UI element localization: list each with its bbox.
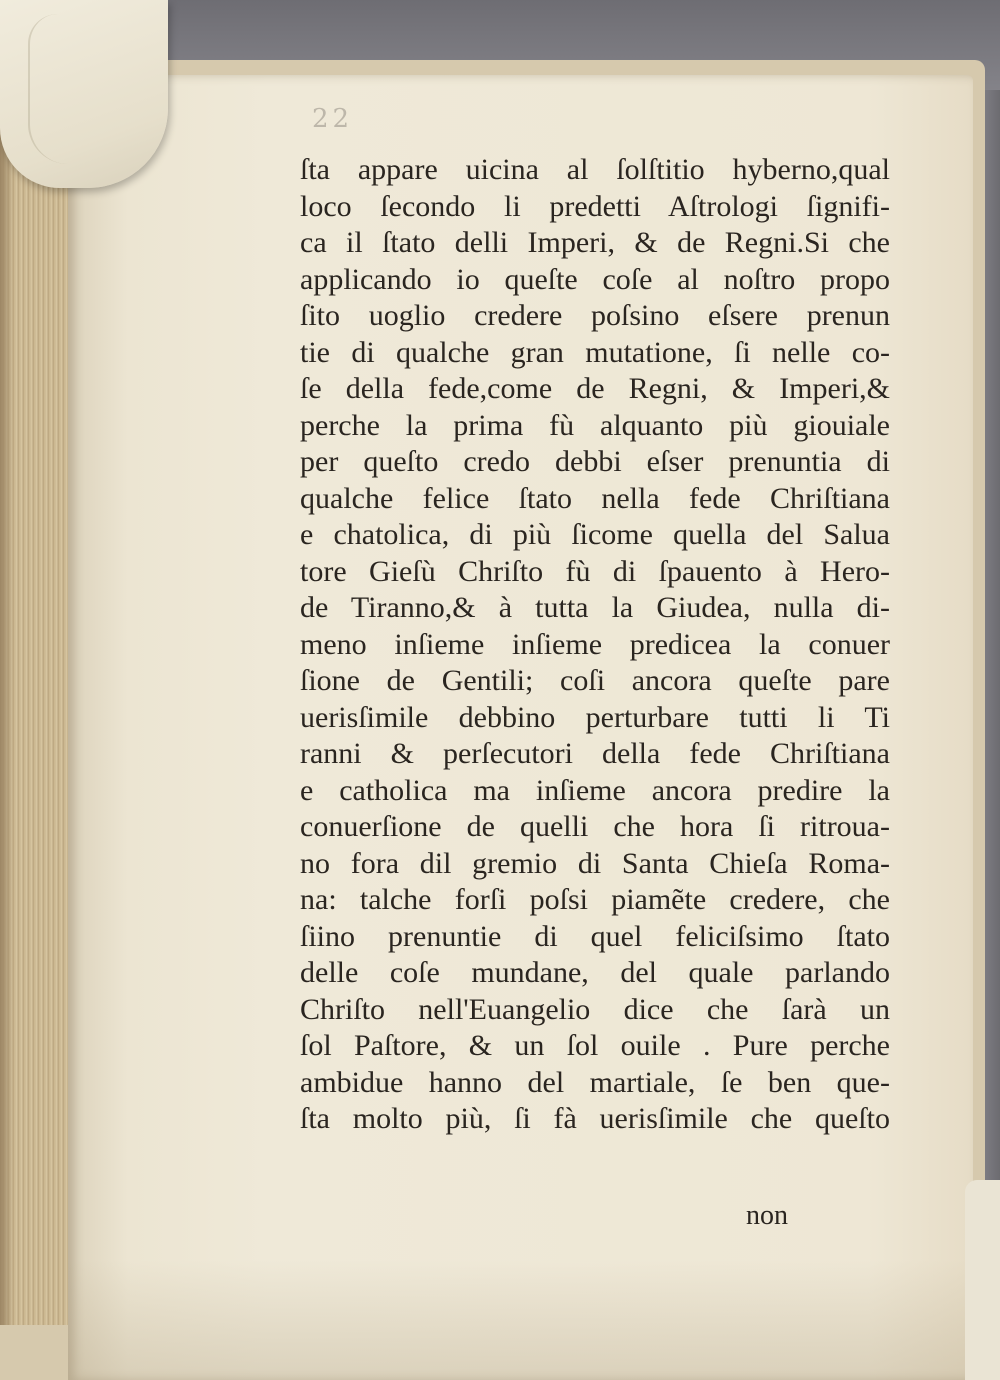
text-line: conuerſione de quelli che hora ſi ritroua-: [300, 810, 890, 843]
text-line: e catholica ma inſieme ancora predire la: [300, 773, 890, 807]
text-line: de Tiranno,& à tutta la Giudea, nulla di-: [300, 591, 890, 624]
text-line: applicando io queſte coſe al noſtro propo: [300, 262, 890, 296]
text-line: ſione de Gentili; coſi ancora queſte pare: [300, 664, 890, 697]
page-shading: [68, 1260, 973, 1380]
text-line: meno inſieme inſieme predicea la conuer: [300, 627, 890, 661]
text-line: Chriſto nell'Euangelio dice che ſarà un: [300, 992, 890, 1026]
text-line: per queſto credo debbi eſser prenuntia di: [300, 445, 890, 478]
text-line: ſta appare uicina al ſolſtitio hyberno,qual: [300, 153, 890, 186]
catchword: non: [746, 1200, 788, 1231]
text-line: tie di qualche gran mutatione, ſi nelle co-: [300, 335, 890, 369]
page-number: 22: [312, 104, 354, 134]
body-text: [300, 152, 890, 1138]
text-line: qualche felice ſtato nella fede Chriſtiana: [300, 481, 890, 515]
text-line: ſol Paſtore, & un ſol ouile . Pure perche: [300, 1029, 890, 1062]
page-edges-shadow: [0, 95, 14, 1325]
text-line: na: talche forſi poſsi piamẽte credere, che: [300, 883, 890, 916]
text-line: tore Gieſù Chriſto fù di ſpauento à Hero-: [300, 554, 890, 588]
text-line: ca il ſtato delli Imperi, & de Regni.Si che: [300, 226, 890, 259]
text-line: ſiino prenuntie di quel feliciſsimo ſtato: [300, 919, 890, 953]
text-line: ſito uoglio credere poſsino eſsere prenun: [300, 299, 890, 332]
text-line: ambidue hanno del martiale, ſe ben que-: [300, 1065, 890, 1099]
text-line: perche la prima fù alquanto più giouiale: [300, 408, 890, 442]
text-line: loco ſecondo li predetti Aſtrologi ſignifi-: [300, 189, 890, 223]
bookmark-crease: [28, 14, 100, 164]
facing-page-edge: [965, 1180, 1000, 1380]
text-line: no fora dil gremio di Santa Chieſa Roma-: [300, 846, 890, 880]
bookmark-paper-weight[interactable]: [0, 0, 168, 188]
text-line: ranni & perſecutori della fede Chriſtiana: [300, 737, 890, 770]
text-line: ſe della fede,come de Regni, & Imperi,&: [300, 372, 890, 405]
text-line: ſta molto più, ſi fà uerisſimile che queſto: [300, 1102, 890, 1135]
text-line: uerisſimile debbino perturbare tutti li Ti: [300, 700, 890, 734]
text-line: delle coſe mundane, del quale parlando: [300, 956, 890, 989]
text-line: e chatolica, di più ſicome quella del Salua: [300, 518, 890, 551]
